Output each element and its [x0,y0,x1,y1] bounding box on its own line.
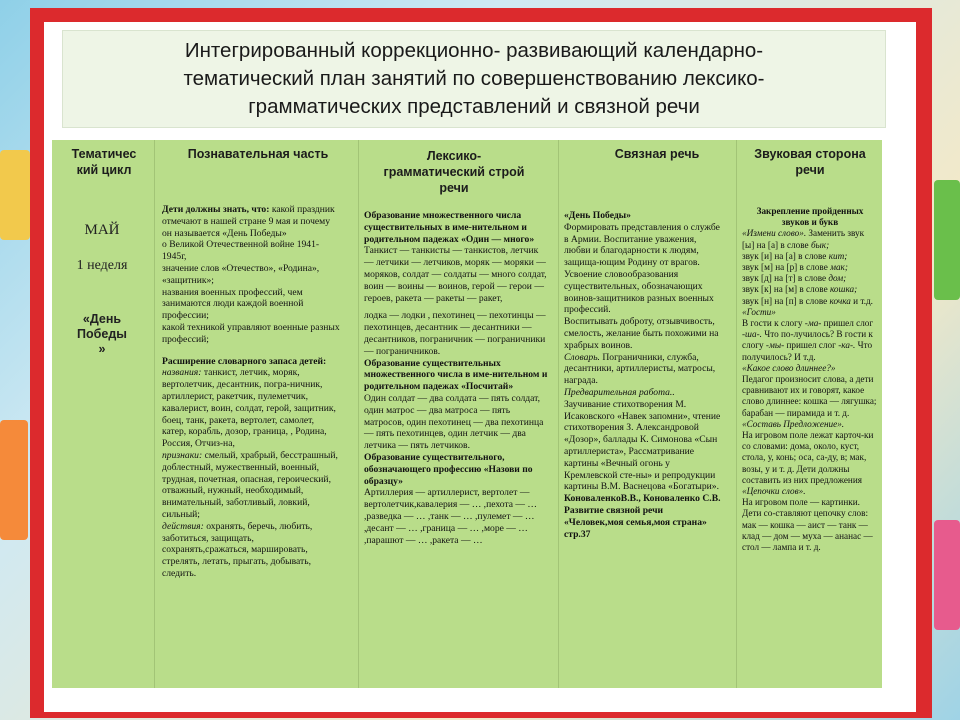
prep-label: Предварительная работа.. [564,386,675,398]
title-box [62,30,886,128]
lexical-heading: Образование существительных множественного числа в име-нительном и родительном падежах «Посчитай» [364,357,548,393]
game-title: «Гости» [742,306,776,317]
prep-text: Заучивание стихотворения М. Исаковского «Навек запомни», чтение стихотворения З. Александровой «Дозор», баллады К. Симонова «Сын артиллериста», Рассматривание картины «Вечный огонь у Кремлевской сте-ны» и репродукции картины В.М. Васнецова «Богатыри». [564,398,721,493]
speech-text: Усвоение словообразования существительных, обозначающих воинов-защитников разных военных профессий. [564,268,714,316]
names-text: танкист, летчик, моряк, вертолетчик, десантник, погра-ничник, артиллерист, ракетчик, пулеметчик, кавалерист, воин, солдат, герой, защитник, боец, танк, ракета, вертолет, самолет, катер, корабль, дозор, граница, , Родина, Россия, Отчиз-на, [162,367,336,450]
sound-word: кочка [829,295,851,306]
cycle-week: 1 неделя [76,258,128,273]
sound-text: пришел слог [786,340,836,351]
lexical-heading: Образование существительного, обозначающего профессию «Назови по образцу» [364,451,533,487]
game-title: «Измени слово». [742,228,807,239]
lexical-heading: Образование множественного числа существительных в име-нительном и родительном падежах «Один — много» [364,210,535,245]
sound-text: и т.д. [853,295,873,306]
sound-word: мак; [830,262,848,273]
lexical-text: Один солдат — два солдата — пять солдат, один матрос — два матроса — пять матросов, один пехотинец — два пехотинца — пять пехотинцев, один летчик — два летчика — пять летчиков. [364,392,544,452]
sound-text: звук [к] на [м] в слове [742,284,828,295]
sound-text: звук [н] на [п] в слове [742,295,828,306]
sound-text: звук [и] на [а] в слове [742,250,827,261]
game-title: «Составь Предложение». [742,418,845,429]
sound-word: кошка; [829,284,858,295]
syllable: -мы- [765,340,785,351]
cognitive-line: о Великой Отечественной войне 1941-1945г, [162,239,320,263]
game-title: «Цепочки слов». [742,486,806,497]
divider [358,140,359,688]
header-lexical: Лексико- грамматический строй речи [383,149,525,195]
sound-text: Заменить звук [ы] на [а] в слове [742,228,865,250]
sound-text: На игровом поле лежат карточ-ки со словами: дома, около, куст, стола, у, конь; оса, са-ду, в; мак, возы, у и т. д. Дети должны составить из них предложения [742,430,874,485]
background-shape-right-2 [934,520,960,630]
game-title: «Какое слово длиннее?» [742,362,836,373]
sound-heading: Закрепление пройденных звуков и букв [756,206,864,228]
header-cycle: Тематичес кий цикл [71,147,137,177]
background-shape-left-2 [0,420,28,540]
vocab-title: Расширение словарного запаса детей: [162,355,327,367]
sound-text: Что по-лучилось? В гости к слогу [742,329,873,351]
sound-column [742,206,878,553]
sound-word: бык; [810,239,830,250]
lexical-column [364,210,550,546]
header-cognitive: Познавательная часть [187,147,329,161]
sound-text: Что получилось? И т.д. [742,340,873,362]
header-speech: Связная речь [614,147,700,161]
cognitive-intro-text: какой праздник отмечают в нашей стране 9 мая и почему он называется «День Победы» [162,204,335,239]
sound-text: В гости к слогу [742,318,803,329]
cognitive-line: какой техникой управляют военные разных профессий; [162,321,340,345]
cognitive-line: названия военных профессий, чем занимаются люди каждой военной профессии; [162,286,304,322]
plan-table [52,140,882,688]
actions-text: охранять, беречь, любить, заботиться, защищать, сохранять,сражаться, маршировать, стрелять, летать, прыгать, добывать, следить. [162,520,313,579]
speech-column [564,210,724,540]
table-header [52,140,882,194]
sound-text: звук [д] на [т] в слове [742,273,827,284]
syllable: -ма- [804,318,822,329]
speech-text: Воспитывать доброту, отзывчивость, смелость, желание быть похожими на храбрых воинов. [564,316,719,351]
syllable: -ка-. [838,340,856,351]
sound-word: кит; [828,250,848,261]
sound-text: На игровом поле — картинки. Дети со-ставляют цепочку слов: мак — кошка — аист — танк — клад — дом — муха — ананас — стол — лампа и т. д. [742,497,873,553]
divider [154,140,155,688]
background-shape-left [0,150,30,240]
lexical-text: лодка — лодки , пехотинец — пехотинцы — пехотинцев, десантник — десантники — десантников, пограничник — пограничники — пограничников. [364,310,546,357]
sound-word: дом; [828,273,847,284]
cognitive-column [162,204,340,580]
dictionary-label: Словарь. [564,351,600,363]
page-title: Интегрированный коррекционно- развивающий календарно- тематический план занятий по совершенствованию лексико- грамматических представлений и связной речи [183,39,765,118]
sound-text: Педагог произносит слова, а дети сравнивают их и говорят, какое слово длиннее: кошка — лягушка; барабан — пирамида и т. д. [742,374,877,418]
signs-text: смелый, храбрый, бесстрашный, доблестный, мужественный, военный, трудная, почетная, опасная, героический, отважный, нужный, необходимый, внимательный, заботливый, ловкий, сильный; [162,449,338,520]
signs-label: признаки: [162,449,203,461]
divider [558,140,559,688]
sound-text: пришел слог [823,318,874,329]
lexical-text: Танкист — танкисты — танкистов, летчик — летчики — летчиков, моряк — моряки — моряков, солдат — солдаты — много солдат, воин — воины — воинов, герой — герои — героев, ракета — ракеты — ракет, [364,245,547,304]
speech-heading: «День Победы» [564,210,631,221]
background-shape-right [934,180,960,300]
cognitive-line: значение слов «Отечество», «Родина», «защитник»; [162,262,320,286]
cognitive-intro-label: Дети должны знать, что: [162,204,270,215]
speech-text: Формировать представления о службе в Армии. Воспитание уважения, любви и благодарности к людям, защища-ющим Родину от врагов. [564,221,720,269]
dictionary-text: Пограничники, служба, десантники, артиллеристы, матросы, награда. [564,351,716,387]
cycle-topic: «День Победы » [77,312,127,356]
cycle-month: МАЙ [84,222,120,238]
names-label: названия: [162,367,202,379]
divider [736,140,737,688]
sound-text: звук [м] на [р] в слове [742,262,828,273]
lexical-text: Артиллерия — артиллерист, вертолет — вертолетчик,кавалерия — … ,пехота — … ,разведка — … ,танк — … ,пулемет — … ,десант — … ,граница — … ,море — … ,парашют — … ,ракета — … [364,487,538,546]
speech-reference: КоноваленкоВ.В., Коноваленко С.В. Развитие связной речи «Человек,моя семья,моя страна» стр.37 [564,493,721,540]
header-sound: Звуковая сторона речи [754,147,866,177]
actions-label: действия: [162,520,204,532]
syllable: -ша-. [742,329,762,340]
